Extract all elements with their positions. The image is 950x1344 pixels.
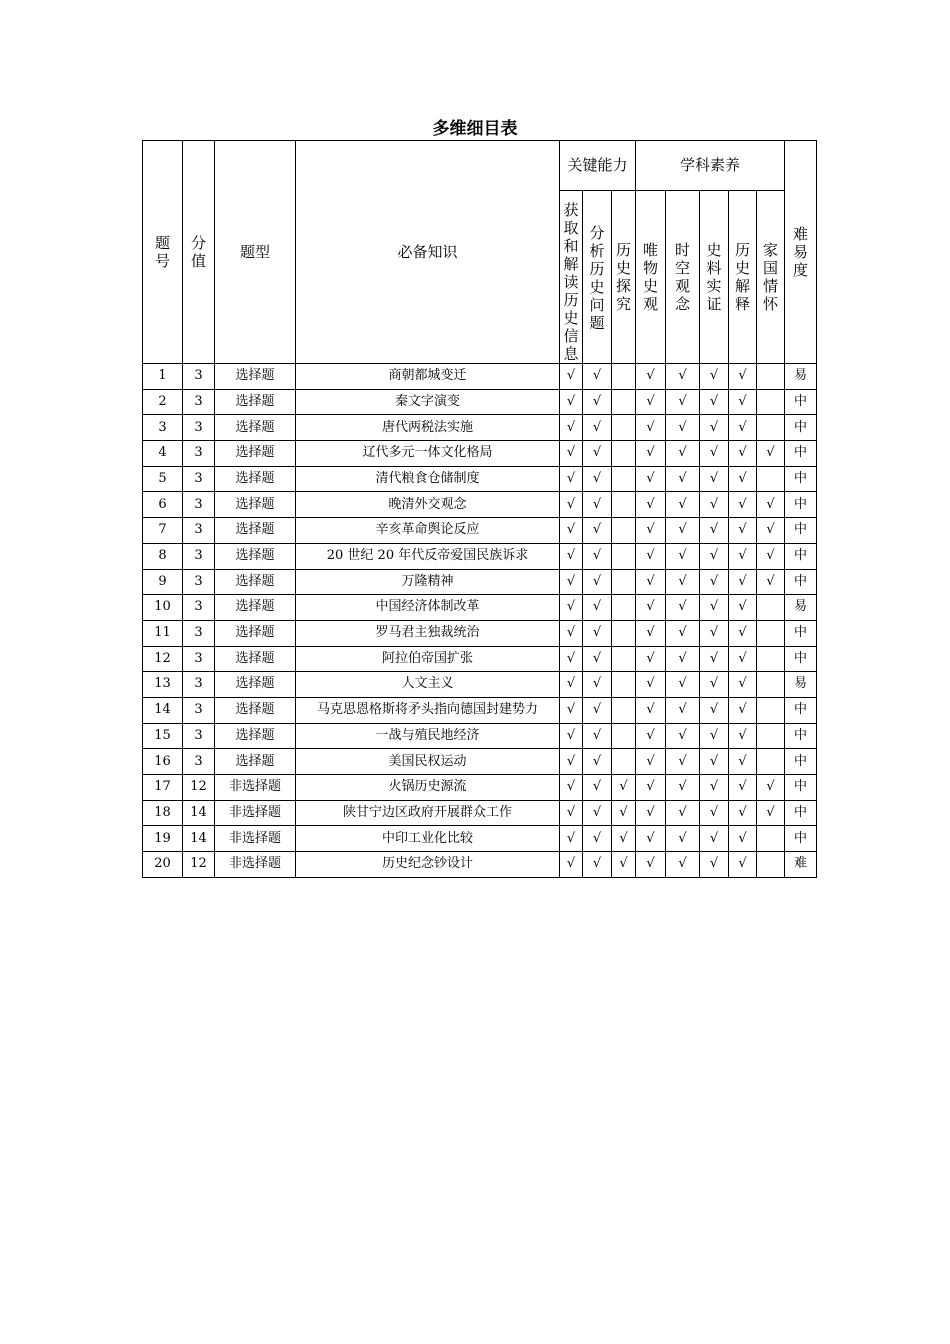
cell-mark: √ [666, 595, 700, 621]
cell-mark: √ [560, 826, 583, 852]
cell-score: 3 [183, 569, 215, 595]
cell-mark: √ [700, 775, 729, 801]
table-row [143, 646, 817, 672]
cell-mark: √ [729, 852, 757, 878]
cell-score: 3 [183, 595, 215, 621]
cell-mark: √ [700, 852, 729, 878]
cell-score: 3 [183, 389, 215, 415]
cell-mark: √ [583, 697, 612, 723]
cell-mark: √ [636, 775, 666, 801]
cell-mark: √ [757, 518, 785, 544]
cell-difficulty: 难 [785, 852, 817, 878]
cell-mark: √ [636, 749, 666, 775]
cell-mark: √ [700, 543, 729, 569]
cell-type: 选择题 [215, 749, 296, 775]
header-knowledge: 必备知识 [296, 141, 560, 364]
cell-mark: √ [560, 697, 583, 723]
cell-mark: √ [583, 569, 612, 595]
cell-mark [612, 364, 636, 390]
cell-difficulty: 中 [785, 543, 817, 569]
header-ability-group: 关键能力 [560, 141, 636, 191]
table-row [143, 569, 817, 595]
cell-mark: √ [700, 826, 729, 852]
cell-mark: √ [729, 800, 757, 826]
cell-difficulty: 易 [785, 364, 817, 390]
cell-score: 3 [183, 620, 215, 646]
cell-type: 选择题 [215, 723, 296, 749]
cell-knowledge: 人文主义 [296, 672, 560, 698]
cell-mark: √ [583, 826, 612, 852]
cell-mark: √ [666, 800, 700, 826]
cell-num: 11 [143, 620, 183, 646]
cell-score: 12 [183, 852, 215, 878]
cell-mark: √ [636, 620, 666, 646]
cell-mark: √ [729, 518, 757, 544]
cell-score: 3 [183, 492, 215, 518]
cell-num: 6 [143, 492, 183, 518]
cell-num: 19 [143, 826, 183, 852]
header-literacy-group: 学科素养 [636, 141, 785, 191]
cell-mark [757, 672, 785, 698]
cell-type: 选择题 [215, 441, 296, 467]
cell-score: 14 [183, 800, 215, 826]
table-row [143, 466, 817, 492]
cell-knowledge: 秦文字演变 [296, 389, 560, 415]
cell-mark: √ [666, 723, 700, 749]
cell-type: 选择题 [215, 364, 296, 390]
cell-score: 3 [183, 723, 215, 749]
header-difficulty: 难易度 [785, 141, 817, 364]
cell-difficulty: 中 [785, 466, 817, 492]
cell-score: 3 [183, 415, 215, 441]
cell-mark: √ [636, 800, 666, 826]
cell-mark: √ [636, 364, 666, 390]
cell-mark: √ [583, 389, 612, 415]
cell-mark [757, 466, 785, 492]
cell-num: 10 [143, 595, 183, 621]
cell-mark [612, 543, 636, 569]
cell-mark: √ [729, 441, 757, 467]
cell-mark: √ [560, 466, 583, 492]
header-literacy-4: 历史解释 [729, 191, 757, 364]
cell-type: 选择题 [215, 415, 296, 441]
cell-num: 20 [143, 852, 183, 878]
header-ability-2: 分析历史问题 [583, 191, 612, 364]
cell-mark: √ [560, 723, 583, 749]
cell-mark: √ [700, 389, 729, 415]
cell-mark: √ [583, 852, 612, 878]
cell-mark: √ [560, 389, 583, 415]
cell-mark: √ [666, 569, 700, 595]
table-row [143, 364, 817, 390]
cell-num: 1 [143, 364, 183, 390]
cell-mark: √ [729, 723, 757, 749]
cell-num: 13 [143, 672, 183, 698]
cell-knowledge: 晚清外交观念 [296, 492, 560, 518]
cell-mark: √ [700, 492, 729, 518]
cell-mark: √ [583, 749, 612, 775]
cell-mark [757, 415, 785, 441]
cell-difficulty: 中 [785, 569, 817, 595]
cell-mark: √ [560, 364, 583, 390]
cell-mark [612, 415, 636, 441]
cell-mark: √ [666, 364, 700, 390]
cell-mark: √ [666, 518, 700, 544]
cell-difficulty: 易 [785, 672, 817, 698]
cell-mark: √ [729, 826, 757, 852]
cell-mark: √ [700, 697, 729, 723]
cell-mark: √ [583, 441, 612, 467]
cell-mark: √ [636, 441, 666, 467]
cell-mark [757, 620, 785, 646]
header-literacy-3: 史料实证 [700, 191, 729, 364]
header-type: 题型 [215, 141, 296, 364]
cell-mark [612, 518, 636, 544]
header-ability-3: 历史探究 [612, 191, 636, 364]
cell-mark [612, 723, 636, 749]
table-row [143, 852, 817, 878]
cell-mark: √ [666, 775, 700, 801]
cell-mark: √ [636, 518, 666, 544]
cell-mark: √ [757, 775, 785, 801]
cell-mark [757, 646, 785, 672]
cell-mark: √ [666, 543, 700, 569]
cell-type: 选择题 [215, 518, 296, 544]
cell-mark: √ [729, 749, 757, 775]
cell-type: 选择题 [215, 569, 296, 595]
cell-knowledge: 罗马君主独裁统治 [296, 620, 560, 646]
cell-knowledge: 中国经济体制改革 [296, 595, 560, 621]
cell-mark: √ [583, 466, 612, 492]
cell-num: 15 [143, 723, 183, 749]
cell-score: 12 [183, 775, 215, 801]
cell-mark: √ [560, 749, 583, 775]
cell-mark [612, 620, 636, 646]
cell-score: 3 [183, 543, 215, 569]
cell-mark: √ [636, 723, 666, 749]
cell-mark: √ [666, 852, 700, 878]
cell-mark [757, 389, 785, 415]
cell-mark: √ [636, 543, 666, 569]
cell-mark: √ [583, 595, 612, 621]
cell-mark [757, 595, 785, 621]
cell-score: 14 [183, 826, 215, 852]
table-row [143, 389, 817, 415]
table-row [143, 775, 817, 801]
cell-knowledge: 唐代两税法实施 [296, 415, 560, 441]
cell-mark: √ [757, 569, 785, 595]
cell-mark: √ [636, 852, 666, 878]
cell-score: 3 [183, 441, 215, 467]
cell-difficulty: 中 [785, 749, 817, 775]
cell-knowledge: 中印工业化比较 [296, 826, 560, 852]
cell-mark: √ [700, 646, 729, 672]
table-body [143, 364, 817, 878]
cell-mark: √ [636, 415, 666, 441]
cell-score: 3 [183, 749, 215, 775]
cell-mark: √ [729, 389, 757, 415]
table-row [143, 415, 817, 441]
cell-knowledge: 马克思恩格斯将矛头指向德国封建势力 [296, 697, 560, 723]
cell-mark [757, 364, 785, 390]
cell-type: 选择题 [215, 466, 296, 492]
cell-type: 非选择题 [215, 775, 296, 801]
header-literacy-5: 家国情怀 [757, 191, 785, 364]
cell-mark [612, 697, 636, 723]
cell-num: 2 [143, 389, 183, 415]
cell-mark [612, 646, 636, 672]
cell-mark [757, 723, 785, 749]
cell-mark: √ [612, 826, 636, 852]
cell-mark: √ [636, 826, 666, 852]
cell-mark: √ [666, 415, 700, 441]
cell-knowledge: 一战与殖民地经济 [296, 723, 560, 749]
cell-num: 12 [143, 646, 183, 672]
table-row [143, 723, 817, 749]
cell-type: 选择题 [215, 672, 296, 698]
cell-mark [612, 569, 636, 595]
cell-mark: √ [729, 364, 757, 390]
header-literacy-1: 唯物史观 [636, 191, 666, 364]
detail-table [142, 140, 817, 878]
cell-difficulty: 中 [785, 723, 817, 749]
cell-knowledge: 辽代多元一体文化格局 [296, 441, 560, 467]
cell-mark: √ [560, 646, 583, 672]
cell-mark: √ [666, 826, 700, 852]
cell-mark: √ [560, 492, 583, 518]
cell-mark: √ [636, 466, 666, 492]
cell-mark: √ [666, 389, 700, 415]
cell-mark: √ [583, 518, 612, 544]
cell-type: 非选择题 [215, 826, 296, 852]
cell-mark: √ [560, 620, 583, 646]
cell-mark: √ [700, 569, 729, 595]
cell-mark: √ [612, 775, 636, 801]
cell-type: 选择题 [215, 543, 296, 569]
cell-mark: √ [757, 543, 785, 569]
cell-mark: √ [560, 800, 583, 826]
cell-score: 3 [183, 518, 215, 544]
cell-mark [757, 826, 785, 852]
cell-knowledge: 陕甘宁边区政府开展群众工作 [296, 800, 560, 826]
cell-mark: √ [729, 415, 757, 441]
cell-score: 3 [183, 466, 215, 492]
table-row [143, 492, 817, 518]
cell-mark: √ [757, 492, 785, 518]
cell-mark: √ [729, 646, 757, 672]
page-title: 多维细目表 [432, 119, 518, 139]
table-row [143, 620, 817, 646]
cell-mark: √ [729, 492, 757, 518]
cell-type: 选择题 [215, 620, 296, 646]
cell-mark: √ [700, 749, 729, 775]
cell-mark: √ [636, 672, 666, 698]
cell-difficulty: 中 [785, 441, 817, 467]
cell-mark: √ [757, 800, 785, 826]
cell-mark [612, 441, 636, 467]
cell-mark: √ [612, 852, 636, 878]
cell-difficulty: 中 [785, 800, 817, 826]
cell-num: 9 [143, 569, 183, 595]
header-literacy-2: 时空观念 [666, 191, 700, 364]
cell-mark: √ [729, 672, 757, 698]
cell-knowledge: 阿拉伯帝国扩张 [296, 646, 560, 672]
table-row [143, 800, 817, 826]
cell-mark: √ [612, 800, 636, 826]
cell-mark: √ [700, 415, 729, 441]
cell-num: 17 [143, 775, 183, 801]
cell-difficulty: 中 [785, 492, 817, 518]
cell-mark: √ [666, 620, 700, 646]
cell-difficulty: 中 [785, 697, 817, 723]
cell-mark: √ [666, 749, 700, 775]
table-row [143, 543, 817, 569]
cell-type: 选择题 [215, 697, 296, 723]
cell-type: 选择题 [215, 646, 296, 672]
cell-knowledge: 商朝都城变迁 [296, 364, 560, 390]
cell-mark: √ [583, 543, 612, 569]
cell-knowledge: 历史纪念钞设计 [296, 852, 560, 878]
cell-difficulty: 中 [785, 415, 817, 441]
cell-num: 7 [143, 518, 183, 544]
cell-knowledge: 辛亥革命舆论反应 [296, 518, 560, 544]
table-row [143, 672, 817, 698]
table-row [143, 595, 817, 621]
cell-mark [757, 697, 785, 723]
cell-num: 5 [143, 466, 183, 492]
cell-mark: √ [560, 569, 583, 595]
cell-score: 3 [183, 672, 215, 698]
cell-mark: √ [636, 492, 666, 518]
table-row [143, 826, 817, 852]
cell-mark: √ [636, 646, 666, 672]
cell-mark: √ [700, 620, 729, 646]
cell-mark: √ [700, 672, 729, 698]
cell-mark: √ [700, 800, 729, 826]
cell-knowledge: 清代粮食仓储制度 [296, 466, 560, 492]
cell-mark: √ [583, 672, 612, 698]
cell-mark: √ [583, 492, 612, 518]
cell-mark: √ [729, 543, 757, 569]
cell-mark: √ [583, 800, 612, 826]
cell-num: 3 [143, 415, 183, 441]
cell-knowledge: 美国民权运动 [296, 749, 560, 775]
header-num: 题号 [143, 141, 183, 364]
cell-mark: √ [666, 697, 700, 723]
cell-mark: √ [636, 569, 666, 595]
cell-mark: √ [729, 595, 757, 621]
cell-mark: √ [700, 364, 729, 390]
cell-num: 18 [143, 800, 183, 826]
cell-knowledge: 万隆精神 [296, 569, 560, 595]
cell-mark: √ [700, 518, 729, 544]
cell-difficulty: 中 [785, 826, 817, 852]
cell-num: 16 [143, 749, 183, 775]
cell-difficulty: 中 [785, 775, 817, 801]
header-ability-1: 获取和解读历史信息 [560, 191, 583, 364]
cell-type: 非选择题 [215, 852, 296, 878]
cell-difficulty: 中 [785, 518, 817, 544]
cell-mark [612, 466, 636, 492]
cell-mark: √ [700, 723, 729, 749]
cell-mark: √ [666, 672, 700, 698]
cell-mark: √ [729, 697, 757, 723]
cell-score: 3 [183, 364, 215, 390]
cell-mark: √ [583, 364, 612, 390]
cell-mark: √ [583, 415, 612, 441]
cell-mark: √ [729, 775, 757, 801]
cell-mark: √ [636, 697, 666, 723]
cell-mark [612, 749, 636, 775]
cell-mark [612, 492, 636, 518]
cell-mark [757, 749, 785, 775]
table-row [143, 441, 817, 467]
cell-mark: √ [700, 595, 729, 621]
cell-mark: √ [560, 852, 583, 878]
cell-type: 非选择题 [215, 800, 296, 826]
cell-num: 14 [143, 697, 183, 723]
cell-difficulty: 中 [785, 389, 817, 415]
cell-mark [757, 852, 785, 878]
table-row [143, 697, 817, 723]
cell-mark: √ [666, 492, 700, 518]
cell-mark: √ [583, 646, 612, 672]
cell-mark: √ [560, 595, 583, 621]
cell-mark: √ [583, 775, 612, 801]
cell-mark [612, 389, 636, 415]
cell-mark: √ [666, 466, 700, 492]
cell-mark: √ [560, 415, 583, 441]
cell-mark: √ [729, 466, 757, 492]
cell-type: 选择题 [215, 389, 296, 415]
cell-mark: √ [560, 775, 583, 801]
table-row [143, 749, 817, 775]
cell-score: 3 [183, 697, 215, 723]
cell-mark: √ [757, 441, 785, 467]
table-row [143, 518, 817, 544]
cell-difficulty: 中 [785, 620, 817, 646]
cell-mark: √ [560, 543, 583, 569]
cell-mark: √ [700, 466, 729, 492]
cell-num: 4 [143, 441, 183, 467]
header-score: 分值 [183, 141, 215, 364]
cell-mark: √ [636, 595, 666, 621]
cell-score: 3 [183, 646, 215, 672]
cell-type: 选择题 [215, 595, 296, 621]
cell-mark: √ [666, 646, 700, 672]
cell-mark: √ [636, 389, 666, 415]
cell-num: 8 [143, 543, 183, 569]
cell-mark: √ [700, 441, 729, 467]
cell-knowledge: 20 世纪 20 年代反帝爱国民族诉求 [296, 543, 560, 569]
cell-mark: √ [560, 441, 583, 467]
cell-mark: √ [583, 620, 612, 646]
cell-mark: √ [560, 518, 583, 544]
cell-difficulty: 中 [785, 646, 817, 672]
cell-difficulty: 易 [785, 595, 817, 621]
cell-type: 选择题 [215, 492, 296, 518]
cell-mark [612, 672, 636, 698]
cell-mark [612, 595, 636, 621]
cell-mark: √ [583, 723, 612, 749]
cell-knowledge: 火锅历史源流 [296, 775, 560, 801]
cell-mark: √ [729, 620, 757, 646]
cell-mark: √ [666, 441, 700, 467]
cell-mark: √ [560, 672, 583, 698]
cell-mark: √ [729, 569, 757, 595]
